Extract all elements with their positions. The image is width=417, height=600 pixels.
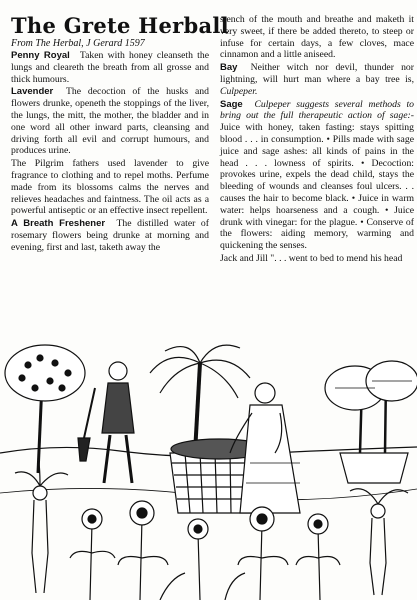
flowering-plants — [70, 501, 340, 600]
entry-bay — [220, 62, 414, 97]
mandrake-right — [350, 489, 408, 595]
woodcut-illustration — [0, 343, 417, 600]
entry-sage — [220, 99, 414, 252]
paragraph-pilgrim: The Pilgrim fathers used lavender to give fragrance to clothing and to repel moths. Perfume made from its blossoms calms the nerves and relieves headaches and faintness. The oil acts as a powerful antiseptic or an effective insect repellent. — [11, 158, 209, 217]
term-bay: Bay — [220, 62, 238, 74]
term-lavender: Lavender — [11, 86, 54, 98]
palm-tree-center — [150, 345, 250, 453]
entry-penny-royal — [11, 50, 209, 85]
entry-lavender — [11, 86, 209, 157]
sage-text: Juice with honey, taken fasting: stays spitting blood . . . in consumption. • Pills made with sage juice and sage ashes: all kinds of pains in the head . . . lowness of spirits. • Decoction: provokes urine, expels the dead child, stays the bleeding of wounds and cleanses foul ulcers. . . causes the hair to become black. • Juice in warm water: helps hoarseness and a cough. • Juice drunk with vinegar: for the plague. • Conserve of the flowers: aiding memory, warming and quickening the senses. — [220, 122, 414, 252]
page-subtitle: From The Herbal, J Gerard 1597 — [11, 38, 145, 49]
mandrake-left — [15, 458, 68, 593]
paragraph-continuation: stench of the mouth and breathe and maketh it very sweet, if there be added thereto, to steep or infuse for certain days, a few cloves, mace cinnamon and a little aniseed. — [220, 14, 414, 61]
paragraph-jack-and-jill: Jack and Jill ". . . went to bed to mend his head — [220, 252, 403, 264]
term-penny-royal: Penny Royal — [11, 50, 70, 61]
text-bay: Neither witch nor devil, thunder nor lightning, will hurt man where a bay tree is, — [220, 62, 414, 85]
text-lavender: The decoction of the husks and flowers drunke, openeth the stoppings of the liver, the lungs, the mitt, the mother, the bladder and in one word all other inward parts, cleansing and driving forth all evil and corrupt humours, and produces urine. — [11, 86, 209, 157]
term-sage: Sage — [220, 98, 243, 110]
term-breath-freshener: A Breath Freshener — [11, 218, 106, 230]
gardener-man — [78, 362, 134, 483]
page-title: The Grete Herball — [11, 13, 229, 38]
planter-trees-right — [325, 361, 417, 483]
text-breath-freshener: The distilled water of rosemary flowers being drunke at morning and evening, first and last, taketh away the — [11, 218, 210, 253]
right-column — [220, 14, 414, 266]
entry-breath-freshener — [11, 218, 209, 253]
text-penny-royal: Taken with honey cleanseth the lungs and cleareth the breath from all grosse and thick humours. — [11, 50, 209, 85]
sage-intro: Culpeper suggests several methods to bring out the full therapeutic action of sage:- — [220, 98, 414, 122]
bay-source: Culpeper. — [220, 85, 258, 97]
woodcut-illustration-svg — [0, 343, 417, 600]
fruit-tree-left — [5, 345, 85, 473]
